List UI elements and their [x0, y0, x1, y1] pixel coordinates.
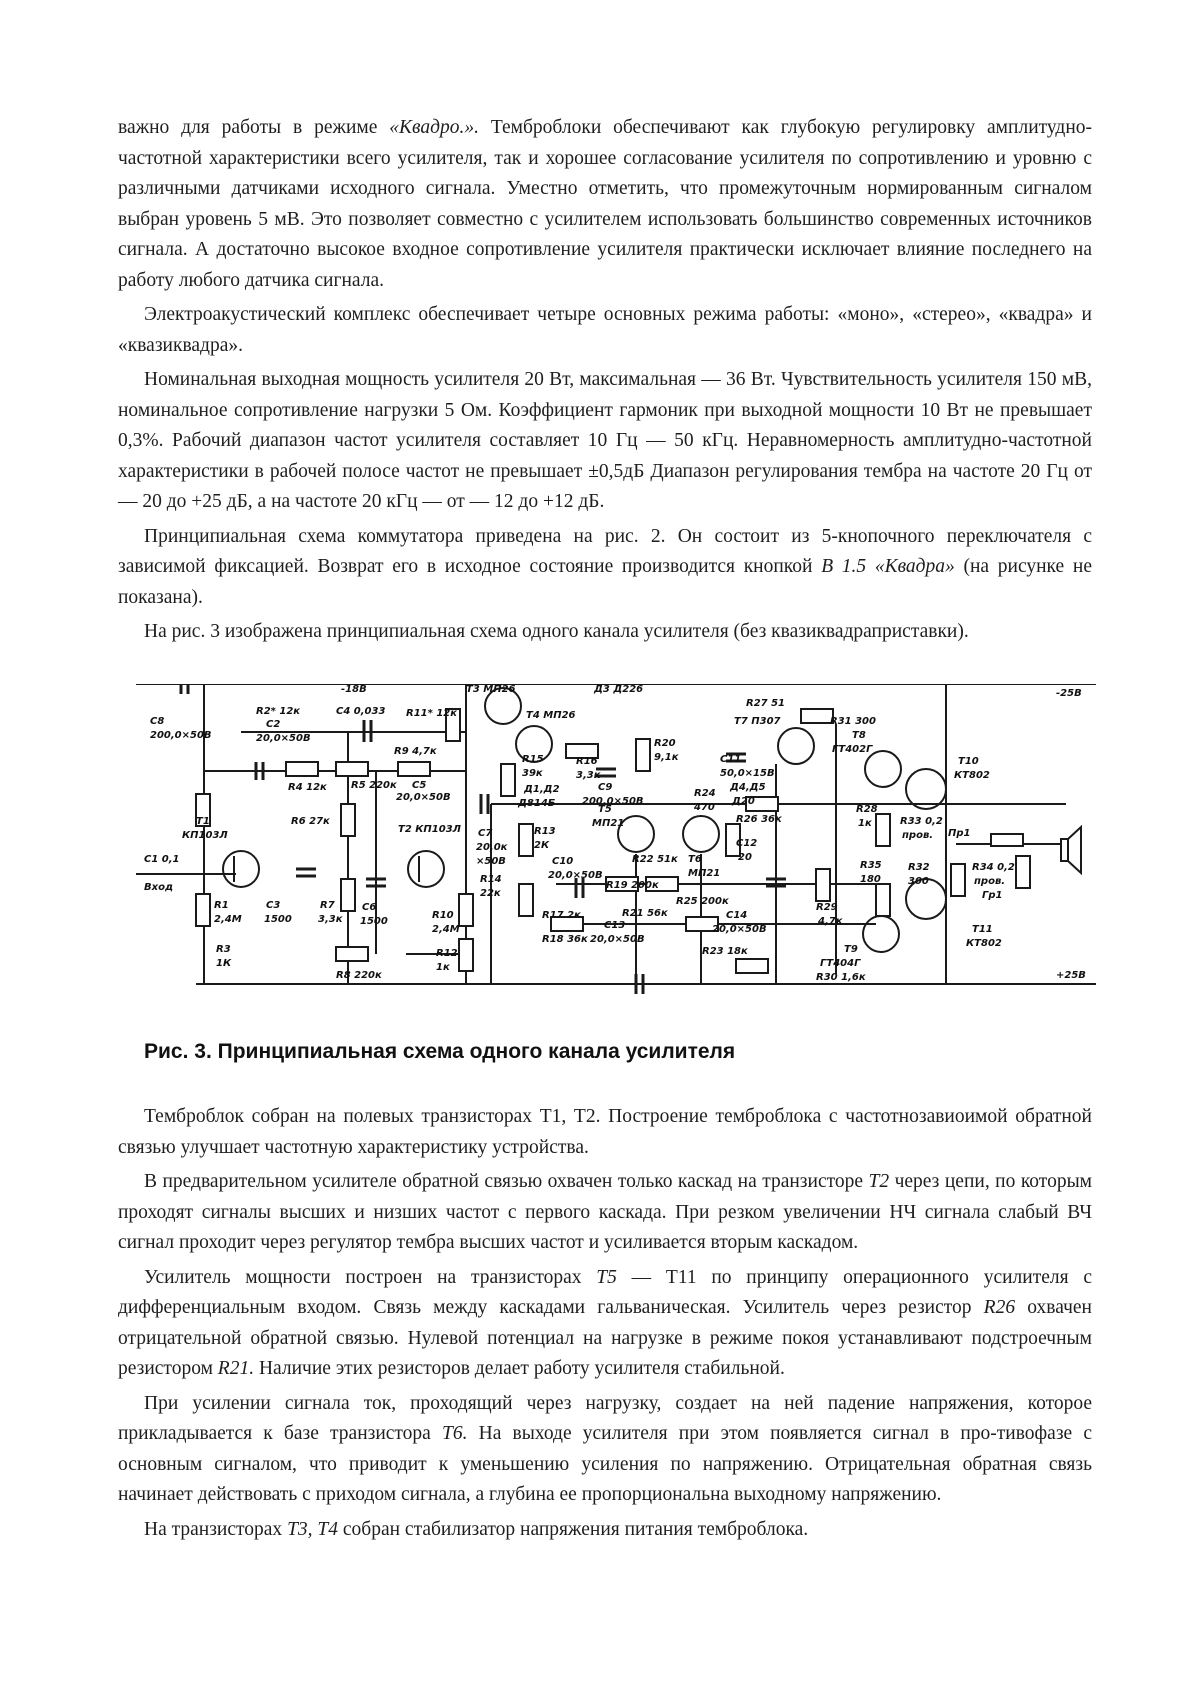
- label-r7v: 3,3к: [318, 914, 343, 925]
- label-c14v: 20,0×50В: [712, 924, 767, 935]
- paragraph-text: Темброблоки обеспечивают как глубокую регулировку амплитудно-частотной характеристики всего усилителя, так и хорошее согласование усилителя по сопротивлению и уровню с различными датчиками исходного сигнала. Уместно отметить, что промежуточным нормированным сигналом выбран уровень 5 мВ. Это позволяет совместно с усилителем использовать большинство современных источников сигнала. А достаточно высокое входное сопротивление усилителя практически исключает влияние последнего на работу любого датчика сигнала.: [118, 117, 1093, 291]
- label-r27: R27 51: [746, 698, 786, 709]
- label-r4: R4 12к: [288, 782, 327, 793]
- label-r15v: 39к: [522, 768, 543, 779]
- label-r31: R31 300: [830, 716, 876, 727]
- label-r35: R35: [860, 860, 882, 871]
- paragraph-text: На рис. 3 изображена принципиальная схема одного канала усилителя (без квазиквадраприставки).: [144, 621, 969, 642]
- label-c7v2: ×50В: [476, 856, 506, 867]
- label-t2: Т2 КП103Л: [398, 824, 461, 835]
- label-c12: С12: [736, 838, 758, 849]
- label-c8: С8: [150, 716, 165, 727]
- label-t10v: КТ802: [954, 770, 990, 781]
- paragraph-text: Наличие этих резисторов делает работу усилителя стабильной.: [254, 1358, 785, 1379]
- label-c3v: 1500: [264, 914, 292, 925]
- paragraph: [118, 1167, 1092, 1259]
- label-r33: R33 0,2: [900, 816, 943, 827]
- italic-reference: «Квадро.».: [389, 117, 479, 138]
- label-r6: R6 27к: [291, 816, 330, 827]
- label-r14: R14: [480, 874, 502, 885]
- label-r3v: 1К: [216, 958, 232, 969]
- paragraph-text: Номинальная выходная мощность усилителя 20 Вт, максимальная — 36 Вт. Чувствительность усилителя 150 мВ, номинальное сопротивление нагрузки 5 Ом. Коэффициент гармоник при выходной мощности 10 Вт не превышает 0,3%. Рабочий диапазон частот усилителя составляет 10 Гц — 50 кГц. Неравномерность амплитудно-частотной характеристики в рабочей полосе частот не превышает ±0,5дБ Диапазон регулирования тембра на частоте 20 Гц от — 20 до +25 дБ, а на частоте 20 кГц — от — 12 до +12 дБ.: [118, 369, 1092, 512]
- label-r16v: 3,3к: [576, 770, 601, 781]
- label-r35v: 180: [860, 874, 881, 885]
- label-c7: С7: [478, 828, 493, 839]
- label-c9v: 200,0×50В: [582, 796, 644, 807]
- paragraph-text: В предварительном усилителе обратной связью охвачен только каскад на транзисторе: [144, 1171, 869, 1192]
- label-c6: С6: [362, 902, 377, 913]
- paragraph-text: (на рисунке не показана).: [118, 556, 1092, 608]
- label-r12: R12: [436, 948, 458, 959]
- label-r9: R9 4,7к: [394, 746, 437, 757]
- label-r30: R30 1,6к: [816, 972, 866, 983]
- label-t8: Т8: [852, 730, 866, 741]
- paragraph-text: На транзисторах: [144, 1518, 288, 1540]
- label-c13: С13: [604, 920, 626, 931]
- label-t1v: КП103Л: [182, 830, 228, 841]
- label-c7v: 20,0к: [476, 842, 508, 853]
- label-gr1: Гр1: [982, 890, 1003, 901]
- paragraph-text: Принципиальная схема коммутатора приведена на рис. 2. Он состоит из 5-кнопочного переключателя с зависимой фиксацией. Возврат его в исходное состояние производится кнопкой: [118, 525, 1092, 577]
- label-r26: R26 36к: [736, 814, 782, 825]
- label-c1: С1 0,1: [144, 854, 180, 865]
- label-r24v: 470: [694, 802, 715, 813]
- label-r5: R5 220к: [351, 780, 397, 791]
- paragraph: [118, 300, 1092, 361]
- label-c10: С10: [552, 856, 574, 867]
- paragraph-text: На выходе усилителя при этом появляется сигнал в про-тивофазе с основным сигналом, что приводит к уменьшению усиления по напряжению. Отрицательная обратная связь начинает действовать с приходом сигнала, а глубина ее пропорциональна выходному напряжению.: [118, 1423, 1092, 1505]
- label-v-pos25: +25В: [1056, 970, 1086, 981]
- label-c3: С3: [266, 900, 281, 911]
- label-r29v: 4,7к: [818, 916, 843, 927]
- label-r16: R16: [576, 756, 598, 767]
- label-c5v: 20,0×50В: [396, 792, 451, 803]
- label-c12v: 20: [738, 852, 752, 863]
- paragraph-text: охвачен отрицательной обратной связью. Нулевой потенциал на нагрузке в режиме покоя устанавливают подстроечным резистором: [118, 1297, 1092, 1379]
- paragraph-text: Электроакустический комплекс обеспечивает четыре основных режима работы: «моно», «стерео», «квадра» и «квазиквадра».: [118, 304, 1092, 356]
- label-r1v: 2,4М: [214, 914, 242, 925]
- label-r15: R15: [522, 754, 544, 765]
- label-c11v: 50,0×15В: [720, 768, 775, 779]
- label-d12: Д1,Д2: [524, 784, 560, 795]
- label-r14v: 22к: [480, 888, 501, 899]
- paragraph: [118, 365, 1092, 518]
- label-r21: R21 56к: [622, 908, 668, 919]
- label-t3: Т3 МП26: [466, 684, 516, 695]
- paragraph-text: важно для работы в режиме: [118, 117, 390, 138]
- label-t8v: ГТ402Г: [832, 744, 873, 755]
- label-v-neg25: -25В: [1056, 688, 1082, 699]
- label-r34: R34 0,2: [972, 862, 1015, 873]
- paragraph: [118, 1515, 1092, 1546]
- label-r34v: пров.: [974, 876, 1006, 887]
- paragraph: [118, 617, 1092, 648]
- paragraph: [118, 113, 1092, 296]
- label-r32v: 300: [908, 876, 929, 887]
- label-r10v: 2,4М: [432, 924, 460, 935]
- italic-reference: В 1.5 «Квадра»: [821, 556, 955, 577]
- label-c5: С5: [412, 780, 427, 791]
- label-c14: С14: [726, 910, 748, 921]
- circuit-schematic-figure: [136, 684, 1096, 1024]
- label-r19: R19 200к: [606, 880, 659, 891]
- label-r12v: 1к: [436, 962, 450, 973]
- label-r18: R18 36к: [542, 934, 588, 945]
- label-v-neg18: -18В: [341, 684, 367, 695]
- label-t5: Т5: [598, 804, 612, 815]
- paragraph-text: При усилении сигнала ток, проходящий через нагрузку, создает на ней падение напряжения, которое прикладывается к базе транзистора: [118, 1392, 1092, 1444]
- label-pr1: Пр1: [948, 828, 971, 839]
- label-r10: R10: [432, 910, 454, 921]
- schematic-labels: [136, 684, 1096, 1024]
- paragraph: [118, 1263, 1092, 1385]
- label-c2v: 20,0×50В: [256, 733, 311, 744]
- label-t11v: КТ802: [966, 938, 1002, 949]
- paragraph: [118, 1102, 1092, 1163]
- label-r29: R29: [816, 902, 838, 913]
- label-d45v: Д20: [732, 796, 755, 807]
- italic-reference: Т2: [868, 1171, 890, 1192]
- label-c2: С2: [266, 719, 281, 730]
- label-r33v: пров.: [902, 830, 934, 841]
- paragraph-text: Темброблок собран на полевых транзисторах Т1, Т2. Построение темброблока с частотнозавиоимой обратной связью улучшает частотную характеристику устройства.: [118, 1106, 1092, 1158]
- label-r11: R11* 12к: [406, 708, 458, 719]
- paragraph-text: через цепи, по которым проходят сигналы высших и низших частот с первого каскада. При резком увеличении НЧ сигнала слабый ВЧ сигнал проходит через регулятор тембра высших частот и усиливается вторым каскадом.: [118, 1171, 1093, 1253]
- label-c8v: 200,0×50В: [150, 730, 212, 741]
- label-r20: R20: [654, 738, 676, 749]
- label-r3: R3: [216, 944, 231, 955]
- label-c9: С9: [598, 782, 613, 793]
- label-r28: R28: [856, 804, 878, 815]
- label-t6: Т6: [688, 854, 702, 865]
- label-d12v: Д814Б: [518, 798, 556, 809]
- label-c11: С11: [720, 754, 742, 765]
- label-t7: Т7 П307: [734, 716, 781, 727]
- label-r13v: 2К: [534, 840, 550, 851]
- label-r8: R8 220к: [336, 970, 382, 981]
- paragraph-text: Усилитель мощности построен на транзисторах: [144, 1266, 597, 1288]
- label-t1: Т1: [196, 816, 210, 827]
- label-r24: R24: [694, 788, 716, 799]
- italic-reference: Т6.: [442, 1423, 468, 1444]
- label-r25: R25 200к: [676, 896, 729, 907]
- text-block-bottom: [118, 1102, 1092, 1545]
- label-c13v: 20,0×50В: [590, 934, 645, 945]
- figure-caption: Рис. 3. Принципиальная схема одного канала усилителя: [144, 1040, 736, 1063]
- label-c4: С4 0,033: [336, 706, 386, 717]
- label-in: Вход: [144, 882, 174, 893]
- paragraph: [118, 1389, 1092, 1511]
- label-t9: Т9: [844, 944, 858, 955]
- label-t4: Т4 МП26: [526, 710, 576, 721]
- label-r23: R23 18к: [702, 946, 748, 957]
- label-r7: R7: [320, 900, 335, 911]
- label-c6v: 1500: [360, 916, 388, 927]
- label-r17: R17 2к: [542, 910, 581, 921]
- label-t6v: МП21: [688, 868, 721, 879]
- label-r32: R32: [908, 862, 930, 873]
- label-r28v: 1к: [858, 818, 872, 829]
- label-t11: Т11: [972, 924, 993, 935]
- label-d45: Д4,Д5: [730, 782, 766, 793]
- label-t10: Т10: [958, 756, 979, 767]
- paragraph: [118, 522, 1092, 614]
- label-t5v: МП21: [592, 818, 625, 829]
- italic-reference: Т5: [596, 1266, 617, 1288]
- label-c10v: 20,0×50В: [548, 870, 603, 881]
- italic-reference: R21.: [217, 1358, 255, 1379]
- italic-reference: Т3, Т4: [287, 1518, 339, 1540]
- paragraph-text: — Т11 по принципу операционного усилителя с дифференциальным входом. Связь между каскадами гальваническая. Усилитель через резистор: [118, 1266, 1092, 1318]
- paragraph-text: собран стабилизатор напряжения питания темброблока.: [338, 1518, 809, 1540]
- label-r13: R13: [534, 826, 556, 837]
- italic-reference: R26: [983, 1297, 1016, 1318]
- label-r2: R2* 12к: [256, 706, 301, 717]
- text-block-top: [118, 113, 1092, 648]
- label-r22: R22 51к: [632, 854, 678, 865]
- label-r1: R1: [214, 900, 229, 911]
- label-r20v: 9,1к: [654, 752, 679, 763]
- label-d3: Д3 Д226: [594, 684, 644, 695]
- label-t9v: ГТ404Г: [820, 958, 861, 969]
